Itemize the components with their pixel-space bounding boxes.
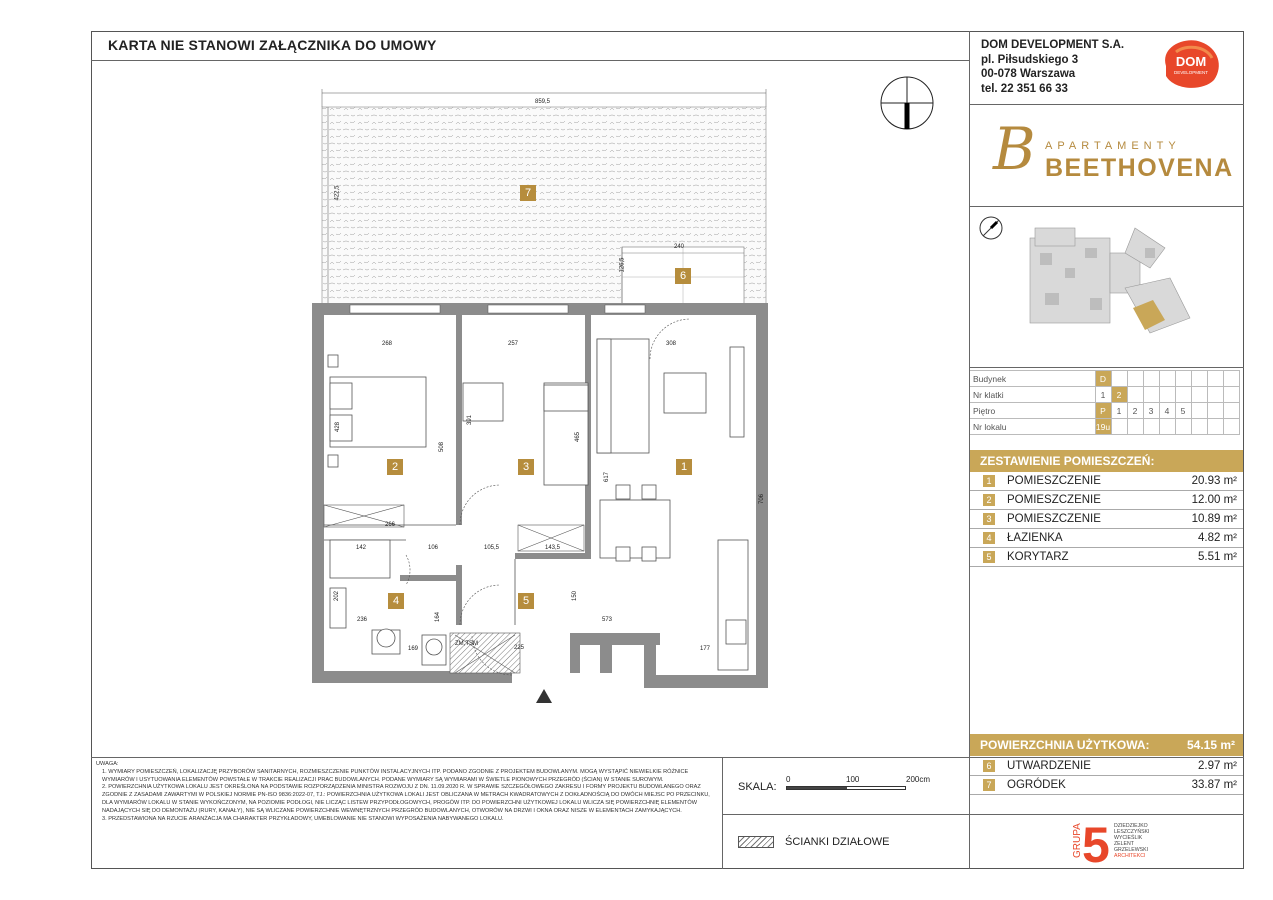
dimension-label: 508 [439,441,446,453]
furniture [328,339,748,670]
dimension-label: 617 [604,471,611,483]
dimension-label: 257 [508,341,519,347]
room-row: 1 POMIESZCZENIE 20.93 m² [970,472,1243,491]
divider [969,206,1244,207]
dimension-label: 202 [334,590,341,602]
divider [722,757,723,869]
extra-areas-list [970,757,1243,795]
company-phone: tel. 22 351 66 33 [981,82,1068,95]
rooms-header: ZESTAWIENIE POMIESZCZEŃ: [970,450,1243,472]
page-title: KARTA NIE STANOWI ZAŁĄCZNIKA DO UMOWY [108,37,437,53]
note-item: 1. WYMIARY POMIESZCZEŃ, LOKALIZACJĘ PRZYBORÓW SANITARNYCH, ROZMIESZCZENIE PUNKTÓW INSTALACYJNYCH ITP. PODANO ZGODNIE Z PROJEKTEM BUDOWLANYM. MOGĄ WYSTĄPIĆ NIEWIELKIE RÓŻNICE WYMIARÓW I USYTUOWANIA ELEMENTÓW POWSTAŁE W TRAKCIE REALIZACJI PRAC BUDOWLANYCH. PODANE WYMIARY SĄ WYMIARAMI W ŚWIETLE PIONOWYCH PRZEGRÓD (ŚCIAN) W STANIE SUROWYM. [102,768,689,783]
info-row-unit: Nr lokalu 19u [970,419,1239,435]
grupa5-logo [1068,820,1178,864]
unit-info-table [970,370,1240,435]
dimension-label: 169 [408,646,419,652]
info-label: Budynek [970,371,1095,387]
dimension-label: 164 [435,611,442,623]
brand-line2: BEETHOVENA [1045,154,1234,182]
svg-text:DEVELOPMENT: DEVELOPMENT [1173,70,1209,75]
dimension-label: 236 [357,617,368,623]
dimension-label: 142 [356,545,367,551]
dimension-label: 465 [575,431,582,443]
svg-text:LESZCZYŃSKI: LESZCZYŃSKI [1114,829,1150,835]
dimension-label: 143,5 [545,545,561,551]
compass-small-icon [980,217,1002,239]
dimension-label: 428 [335,421,342,433]
dimension-label: 126,5 [619,257,626,273]
scale-tick: 200cm [906,775,931,784]
svg-text:GRUPA: GRUPA [1072,823,1083,858]
info-label: Piętro [970,403,1095,419]
room-row: 6 UTWARDZENIE 2.97 m² [970,757,1243,776]
company-address: pl. Piłsudskiego 3 [981,53,1079,66]
room-row: 4 ŁAZIENKA 4.82 m² [970,529,1243,548]
dimension-label: 150 [572,590,579,602]
company-info [981,38,1124,96]
room-label: 4 [388,593,404,609]
divider [722,814,969,815]
dimension-label: 240 [674,244,685,250]
info-label: Nr lokalu [970,419,1095,435]
room-row: 7 OGRÓDEK 33.87 m² [970,776,1243,795]
partition-wall-swatch [738,836,774,848]
info-row-floor: Piętro P 1 2 3 4 5 [970,403,1239,419]
dimension-label: 308 [666,341,677,347]
divider [969,104,1244,105]
key-plan [975,208,1239,363]
dimension-label: ZM,TSM [455,641,478,647]
dimension-label: 706 [759,493,766,505]
dimension-label: 859,5 [535,99,551,105]
scale-bar [786,786,906,790]
info-row-building: Budynek D [970,371,1239,387]
dimension-label: 105,5 [484,545,500,551]
brand-line1: APARTAMENTY [1045,140,1181,152]
svg-text:WYCIEŚLIK: WYCIEŚLIK [1114,835,1143,841]
room-label: 6 [675,268,691,284]
info-row-staircase: Nr klatki 1 2 [970,387,1239,403]
usable-area-header [970,734,1243,756]
divider [91,60,969,61]
brand-monogram: B [993,115,1036,183]
notes [96,761,718,823]
dimension-label: 266 [385,522,396,528]
svg-text:GRZELEWSKI: GRZELEWSKI [1114,847,1149,853]
note-item: 3. PRZEDSTAWIONA NA RZUCIE ARANŻACJA MA CHARAKTER PRZYKŁADOWY, UMEBLOWANIE NIE STANOWI WYPOSAŻENIA NABYWANEGO LOKALU. [102,815,504,822]
scale-label: SKALA: [738,781,777,793]
svg-text:5: 5 [1082,820,1110,864]
floor-plan [300,85,780,705]
svg-text:ZELENT: ZELENT [1114,841,1134,847]
dom-development-logo [1156,36,1226,92]
info-label: Nr klatki [970,387,1095,403]
room-row: 5 KORYTARZ 5.51 m² [970,548,1243,567]
room-row: 3 POMIESZCZENIE 10.89 m² [970,510,1243,529]
svg-text:ARCHITEKCI: ARCHITEKCI [1114,853,1146,859]
dimension-label: 422,5 [334,185,341,201]
usable-area-label: POWIERZCHNIA UŻYTKOWA: [980,738,1150,752]
room-label: 5 [518,593,534,609]
apartamenty-beethovena-logo [993,115,1234,188]
room-label: 3 [518,459,534,475]
entrance-arrow [536,689,552,703]
room-row: 2 POMIESZCZENIE 12.00 m² [970,491,1243,510]
scale-tick: 0 [786,775,791,784]
dimension-label: 268 [382,341,393,347]
dimension-label: 573 [602,617,613,623]
company-city: 00-078 Warszawa [981,68,1076,80]
rooms-list [970,472,1243,567]
dimension-label: 177 [700,646,711,652]
legend-label: ŚCIANKI DZIAŁOWE [785,836,890,848]
svg-text:DOM: DOM [1175,54,1207,69]
room-label: 7 [520,185,536,201]
scale-tick: 100 [846,775,860,784]
dimension-label: 225 [514,645,525,651]
divider [969,814,1244,815]
usable-area-value: 54.15 m² [1186,738,1235,752]
notes-title: UWAGA: [96,761,119,767]
dimension-label: 106 [428,545,439,551]
dimension-label: 391 [467,414,474,426]
divider [969,367,1244,368]
svg-text:DZIEDZIEJKO: DZIEDZIEJKO [1114,823,1148,829]
note-item: 2. POWIERZCHNIA UŻYTKOWA LOKALU JEST OKREŚLONA NA PODSTAWIE ROZPORZĄDZENIA MINISTRA ROZWOJU Z DN. 11.09.2020 R. W SPRAWIE SZCZEGÓŁOWEGO ZAKRESU I FORMY PROJEKTU BUDOWLANEGO ORAZ ZGODNIE Z ZASADAMI ZAWARTYMI W POLSKIEJ NORMIE PN-ISO 9836:2022-07, TJ.: POWIERZCHNIA UŻYTKOWA LOKALI JEST OBLICZANA W METRACH KWADRATOWYCH Z DOKŁADNOŚCIĄ DO DWÓCH MIEJSC PO PRZECINKU, DLA WYMIARÓW LOKALU W STANIE WYKOŃCZONYM, NA POZIOMIE PODŁOGI, NIE LICZĄC LISTEW PRZYPODŁOGOWYCH, PROGÓW ITP. DO POWIERZCHNI UŻYTKOWEJ LOKALU WLICZA SIĘ POWIERZCHNIĘ ELEMENTÓW NADAJĄCYCH SIĘ DO DEMONTAŻU (RURY, KANAŁY), NIE SĄ WLICZANE POWIERZCHNIE WEWNĘTRZNYCH PRZEGRÓD BUDOWLANYCH, OTWORÓW NA DRZWI I OKNA ORAZ NISZE W ELEMENTACH ZAMYKAJĄCYCH. [102,784,710,814]
room-label: 2 [387,459,403,475]
compass-icon [878,76,936,134]
company-name: DOM DEVELOPMENT S.A. [981,39,1125,51]
room-label: 1 [676,459,692,475]
